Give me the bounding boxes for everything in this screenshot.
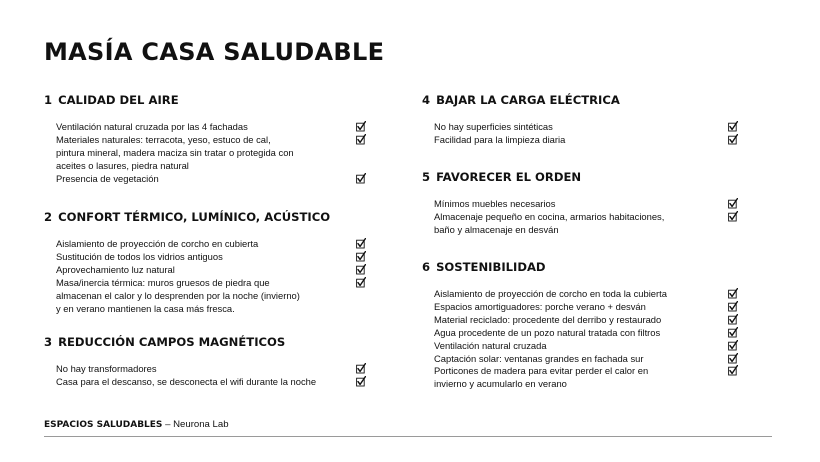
section-number: 4 [422, 93, 431, 107]
checklist-item [56, 173, 366, 186]
checkbox-check-icon [728, 198, 738, 209]
checklist-item-text: Casa para el descanso, se desconecta el wifi durante la noche [56, 375, 317, 387]
checklist-item-text: No hay superficies sintéticas [434, 121, 553, 132]
checkbox-check-icon [356, 264, 366, 275]
section-title: FAVORECER EL ORDEN [436, 170, 582, 184]
section-title: CALIDAD DEL AIRE [58, 93, 179, 107]
checklist-item [56, 251, 366, 264]
section-heading [44, 93, 366, 107]
checklist [422, 198, 738, 237]
checklist-item-text: Materiales naturales: terracota, yeso, estuco de cal, [56, 133, 271, 145]
checklist-item-text: y en verano mantienen la casa más fresca. [56, 302, 235, 314]
section-carga-electrica [422, 93, 738, 147]
checklist-item [434, 301, 738, 314]
section-number: 6 [422, 260, 431, 274]
checklist-item [434, 365, 738, 391]
checklist-item-text: Almacenaje pequeño en cocina, armarios habitaciones, [434, 210, 665, 222]
section-sostenibilidad [422, 260, 738, 391]
checklist-item [434, 314, 738, 327]
checkbox-check-icon [728, 340, 738, 351]
checklist-item [56, 363, 366, 376]
checklist [422, 121, 738, 147]
checkbox-check-icon [728, 288, 738, 299]
checkbox-check-icon [728, 134, 738, 145]
checklist-item-text: Espacios amortiguadores: porche verano + desván [434, 300, 646, 312]
footer-brand: ESPACIOS SALUDABLES [44, 420, 163, 430]
section-title: SOSTENIBILIDAD [436, 260, 546, 274]
footer-separator: – [162, 419, 174, 430]
section-number: 2 [44, 210, 53, 224]
checkbox-check-icon [356, 251, 366, 262]
section-number: 3 [44, 335, 53, 349]
checklist-item-text: aceites o lasures, piedra natural [56, 159, 189, 171]
checklist-item [434, 134, 738, 147]
checklist-item [434, 340, 738, 353]
checklist-item-text: Presencia de vegetación [56, 172, 159, 184]
checklist [44, 121, 366, 186]
checkbox-check-icon [728, 314, 738, 325]
footer-divider [44, 436, 772, 437]
checklist-item-text: Captación solar: ventanas grandes en fachada sur [434, 352, 644, 364]
section-number: 1 [44, 93, 53, 107]
checkbox-check-icon [728, 365, 738, 376]
checklist-item [434, 327, 738, 340]
checklist-item-text: Mínimos muebles necesarios [434, 198, 556, 209]
checklist-item-text: pintura mineral, madera maciza sin tratar o protegida con [56, 146, 294, 158]
checkbox-check-icon [728, 121, 738, 132]
checklist-item-text: Masa/inercia térmica: muros gruesos de piedra que [56, 276, 270, 288]
page-title: MASÍA CASA SALUDABLE [44, 38, 385, 66]
checkbox-check-icon [356, 173, 366, 184]
checklist-item-text: Aislamiento de proyección de corcho en cubierta [56, 238, 259, 249]
checklist [44, 363, 366, 389]
checklist-item [56, 376, 366, 389]
checklist-item-text: Agua procedente de un pozo natural tratada con filtros [434, 326, 661, 338]
checklist-item [56, 121, 366, 134]
checkbox-check-icon [728, 211, 738, 222]
checklist-item-text: Ventilación natural cruzada por las 4 fachadas [56, 121, 248, 132]
checkbox-check-icon [728, 301, 738, 312]
checkbox-check-icon [728, 353, 738, 364]
section-heading [44, 335, 366, 349]
section-calidad-aire [44, 93, 366, 186]
checklist-item [56, 277, 366, 316]
footer-author: Neurona Lab [173, 419, 229, 430]
checklist-item [434, 288, 738, 301]
section-number: 5 [422, 170, 431, 184]
checklist-item [434, 198, 738, 211]
section-heading [44, 210, 366, 224]
checkbox-check-icon [356, 238, 366, 249]
checklist-item-text: invierno y acumularlo en verano [434, 378, 567, 390]
checkbox-check-icon [356, 363, 366, 374]
checklist-item-text: No hay transformadores [56, 363, 157, 374]
checklist-item-text: Facilidad para la limpieza diaria [434, 133, 566, 145]
section-heading [422, 260, 738, 274]
checkbox-check-icon [356, 121, 366, 132]
section-title: CONFORT TÉRMICO, LUMÍNICO, ACÚSTICO [58, 210, 331, 224]
section-heading [422, 93, 738, 107]
checklist-item [56, 264, 366, 277]
checklist-item [56, 238, 366, 251]
checklist-item-text: Porticones de madera para evitar perder el calor en [434, 365, 649, 377]
checklist-item-text: Sustitución de todos los vidrios antiguos [56, 250, 223, 262]
checklist [422, 288, 738, 391]
checkbox-check-icon [356, 134, 366, 145]
checklist-item-text: Ventilación natural cruzada [434, 339, 547, 351]
checkbox-check-icon [356, 376, 366, 387]
checklist-item-text: Aislamiento de proyección de corcho en toda la cubierta [434, 288, 667, 299]
section-title: REDUCCIÓN CAMPOS MAGNÉTICOS [58, 335, 286, 349]
checkbox-check-icon [356, 277, 366, 288]
checklist-item-text: almacenan el calor y lo desprenden por la noche (invierno) [56, 289, 300, 301]
section-confort [44, 210, 366, 315]
checklist-item [434, 211, 738, 237]
checklist-item [56, 134, 366, 173]
checklist-item [434, 353, 738, 366]
section-title: BAJAR LA CARGA ELÉCTRICA [436, 93, 620, 107]
checklist-item-text: Material reciclado: procedente del derribo y restaurado [434, 313, 662, 325]
section-campos-magneticos [44, 335, 366, 389]
checklist [44, 238, 366, 315]
section-heading [422, 170, 738, 184]
checklist-item-text: baño y almacenaje en desván [434, 223, 559, 235]
checklist-item [434, 121, 738, 134]
checkbox-check-icon [728, 327, 738, 338]
checklist-item-text: Aprovechamiento luz natural [56, 263, 175, 275]
section-orden [422, 170, 738, 237]
footer [44, 419, 229, 430]
